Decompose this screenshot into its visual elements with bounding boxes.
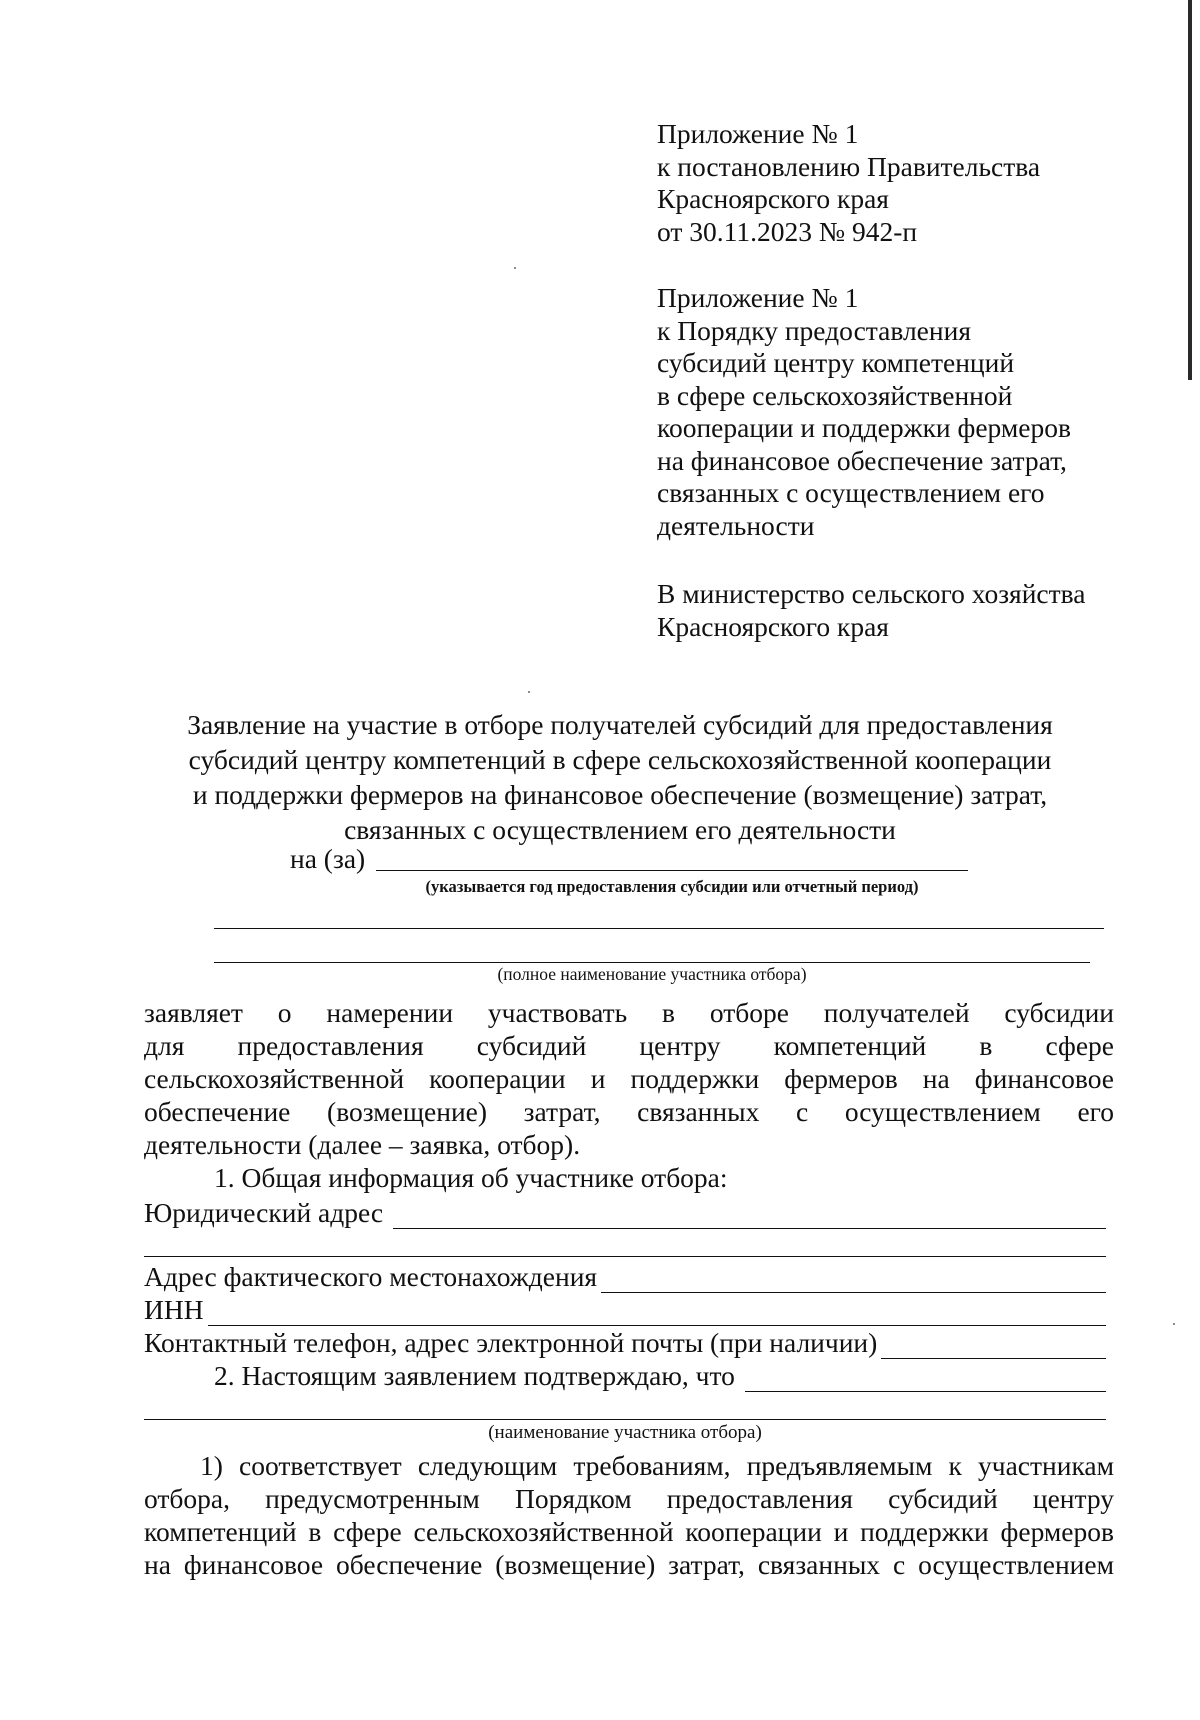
section2-item1-paragraph — [144, 1449, 1114, 1581]
participant-name-line[interactable] — [214, 962, 1090, 963]
contacts-label: Контактный телефон, адрес электронной почты (при наличии) — [144, 1327, 878, 1358]
title-line: Заявление на участие в отборе получателей субсидий для предоставления — [187, 709, 1053, 740]
appendix-order-line: Приложение № 1 — [657, 282, 859, 313]
item1-line: компетенций в сфере сельскохозяйственной кооперации и поддержки фермеров — [144, 1516, 1114, 1547]
appendix-decree-line: Приложение № 1 — [657, 118, 859, 149]
contacts-row — [144, 1327, 1106, 1359]
title-line: субсидий центру компетенций в сфере сельскохозяйственной кооперации — [188, 744, 1052, 775]
period-input-line[interactable] — [376, 870, 968, 871]
period-label: на (за) — [290, 843, 366, 874]
statement-line: деятельности (далее – заявка, отбор). — [144, 1129, 581, 1160]
section1-heading: 1. Общая информация об участнике отбора: — [214, 1162, 728, 1193]
scan-edge-mark — [1188, 0, 1192, 380]
appendix-decree-line: к постановлению Правительства — [657, 150, 1041, 182]
participant-caption: (полное наименование участника отбора) — [497, 964, 807, 984]
scan-speck — [514, 267, 516, 269]
appendix-order-block — [657, 282, 1071, 542]
recipient-line: Красноярского края — [657, 610, 889, 642]
scan-speck — [1173, 1323, 1175, 1325]
legal-address-row — [144, 1197, 1106, 1229]
statement-line: сельскохозяйственной кооперации и поддержки фермеров на финансовое — [144, 1063, 1114, 1094]
section2-caption: (наименование участника отбора) — [488, 1422, 762, 1443]
period-caption: (указывается год предоставления субсидии или отчетный период) — [425, 877, 919, 896]
statement-line: для предоставления субсидий центру компетенций в сфере — [144, 1030, 1114, 1061]
actual-address-field[interactable] — [601, 1266, 1106, 1293]
appendix-order-line: к Порядку предоставления — [657, 314, 971, 346]
inn-label: ИНН — [144, 1294, 204, 1325]
section2-heading: 2. Настоящим заявлением подтверждаю, что — [214, 1360, 735, 1391]
legal-address-label: Юридический адрес — [144, 1197, 384, 1228]
statement-line: заявляет о намерении участвовать в отборе получателей субсидии — [144, 997, 1114, 1028]
legal-address-field[interactable] — [393, 1202, 1106, 1229]
appendix-order-line: деятельности — [657, 509, 815, 541]
title-line: связанных с осуществлением его деятельности — [344, 814, 896, 845]
recipient-block — [657, 578, 1085, 643]
item1-line: на финансовое обеспечение (возмещение) затрат, связанных с осуществлением — [144, 1549, 1114, 1580]
title-line: и поддержки фермеров на финансовое обеспечение (возмещение) затрат, — [192, 779, 1048, 810]
statement-line: обеспечение (возмещение) затрат, связанных с осуществлением его — [144, 1096, 1114, 1127]
section2-participant-field[interactable] — [745, 1365, 1106, 1392]
scan-speck — [528, 691, 530, 693]
participant-name-line[interactable] — [214, 928, 1104, 929]
appendix-decree-block — [657, 118, 1040, 248]
appendix-order-line: связанных с осуществлением его — [657, 477, 1045, 508]
appendix-order-line: в сфере сельскохозяйственной — [657, 379, 1013, 411]
section2-row — [214, 1360, 1106, 1392]
document-title — [140, 707, 1100, 847]
inn-row — [144, 1294, 1106, 1326]
actual-address-label: Адрес фактического местонахождения — [144, 1261, 598, 1292]
inn-field[interactable] — [208, 1299, 1106, 1326]
statement-paragraph — [144, 996, 1114, 1194]
actual-address-row — [144, 1261, 1106, 1293]
appendix-order-line: кооперации и поддержки фермеров — [657, 412, 1071, 443]
section2-name-line[interactable] — [144, 1419, 1106, 1420]
legal-address-extra-line[interactable] — [144, 1256, 1106, 1257]
appendix-order-line: на финансовое обеспечение затрат, — [657, 444, 1067, 476]
appendix-order-line: субсидий центру компетенций — [657, 347, 1015, 378]
item1-line: отбора, предусмотренным Порядком предоставления субсидий центру — [144, 1483, 1114, 1514]
appendix-decree-line: от 30.11.2023 № 942-п — [657, 215, 918, 247]
recipient-line: В министерство сельского хозяйства — [657, 578, 1086, 609]
item1-line: 1) соответствует следующим требованиям, предъявляемым к участникам — [200, 1450, 1114, 1481]
appendix-decree-line: Красноярского края — [657, 183, 889, 214]
contacts-field[interactable] — [881, 1332, 1106, 1359]
